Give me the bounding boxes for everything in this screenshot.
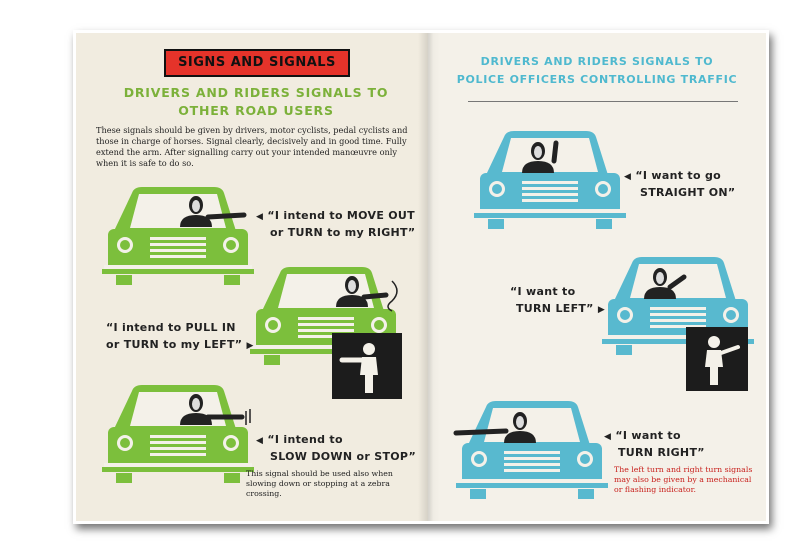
title-rule [468,101,738,102]
signal-right-line2: TURN RIGHT” [618,446,705,459]
slow-note: This signal should be used also when slowing down or stopping at a zebra crossing. [246,469,393,498]
indicator-note: The left turn and right turn signals may also be given by a mechanical or flashing indicator. [614,465,753,494]
intro-text: These signals should be given by drivers, motor cyclists, pedal cyclists and those in charge of horses. Signal clearly, decisively and in good time. Fully extend the arm. After signalling carry out your intended manœuvre only when it is safe to do so. [96,125,408,168]
booklet-photo [73,30,769,524]
book-gutter [418,33,440,521]
signal-slow-line2: SLOW DOWN or STOP” [270,450,416,463]
car-green-icon [98,381,258,491]
left-title-line1: DRIVERS AND RIDERS SIGNALS TO [123,85,389,100]
signal-pull-in: or TURN to my LEFT” ▶ [106,336,256,355]
signal-right: ◀ “I want to [604,427,764,446]
arrow-left-icon: ◀ [624,172,632,182]
right-page [428,33,766,521]
signal-pull-in-line1: “I intend to PULL IN [106,321,236,334]
arrow-left-icon: ◀ [604,432,612,442]
right-title-line1: DRIVERS AND RIDERS SIGNALS TO [480,55,714,68]
signal-slow: ◀ “I intend to [256,431,424,450]
signal-left: TURN LEFT” ▶ [516,300,616,319]
cyclist-icon [332,333,402,399]
signal-move-out: ◀ “I intend to MOVE OUT [256,207,426,226]
arrow-left-icon: ◀ [256,436,264,446]
right-title-line2: POLICE OFFICERS CONTROLLING TRAFFIC [456,73,738,86]
signal-move-out-line2: or TURN to my RIGHT” [270,226,416,239]
left-page [76,33,428,521]
cyclist-icon [686,327,748,391]
arrow-left-icon: ◀ [256,212,264,222]
signal-left-line1: “I want to [510,285,576,298]
arrow-right-icon: ▶ [597,305,606,315]
left-title-line2: OTHER ROAD USERS [178,103,334,118]
car-blue-icon [452,397,612,509]
car-blue-icon [470,127,630,239]
car-green-icon [98,183,258,293]
signal-straight-line2: STRAIGHT ON” [640,186,736,199]
arrow-right-icon: ▶ [246,341,254,351]
signal-straight: ◀ “I want to go [624,167,764,186]
signs-banner: SIGNS AND SIGNALS [164,49,350,77]
